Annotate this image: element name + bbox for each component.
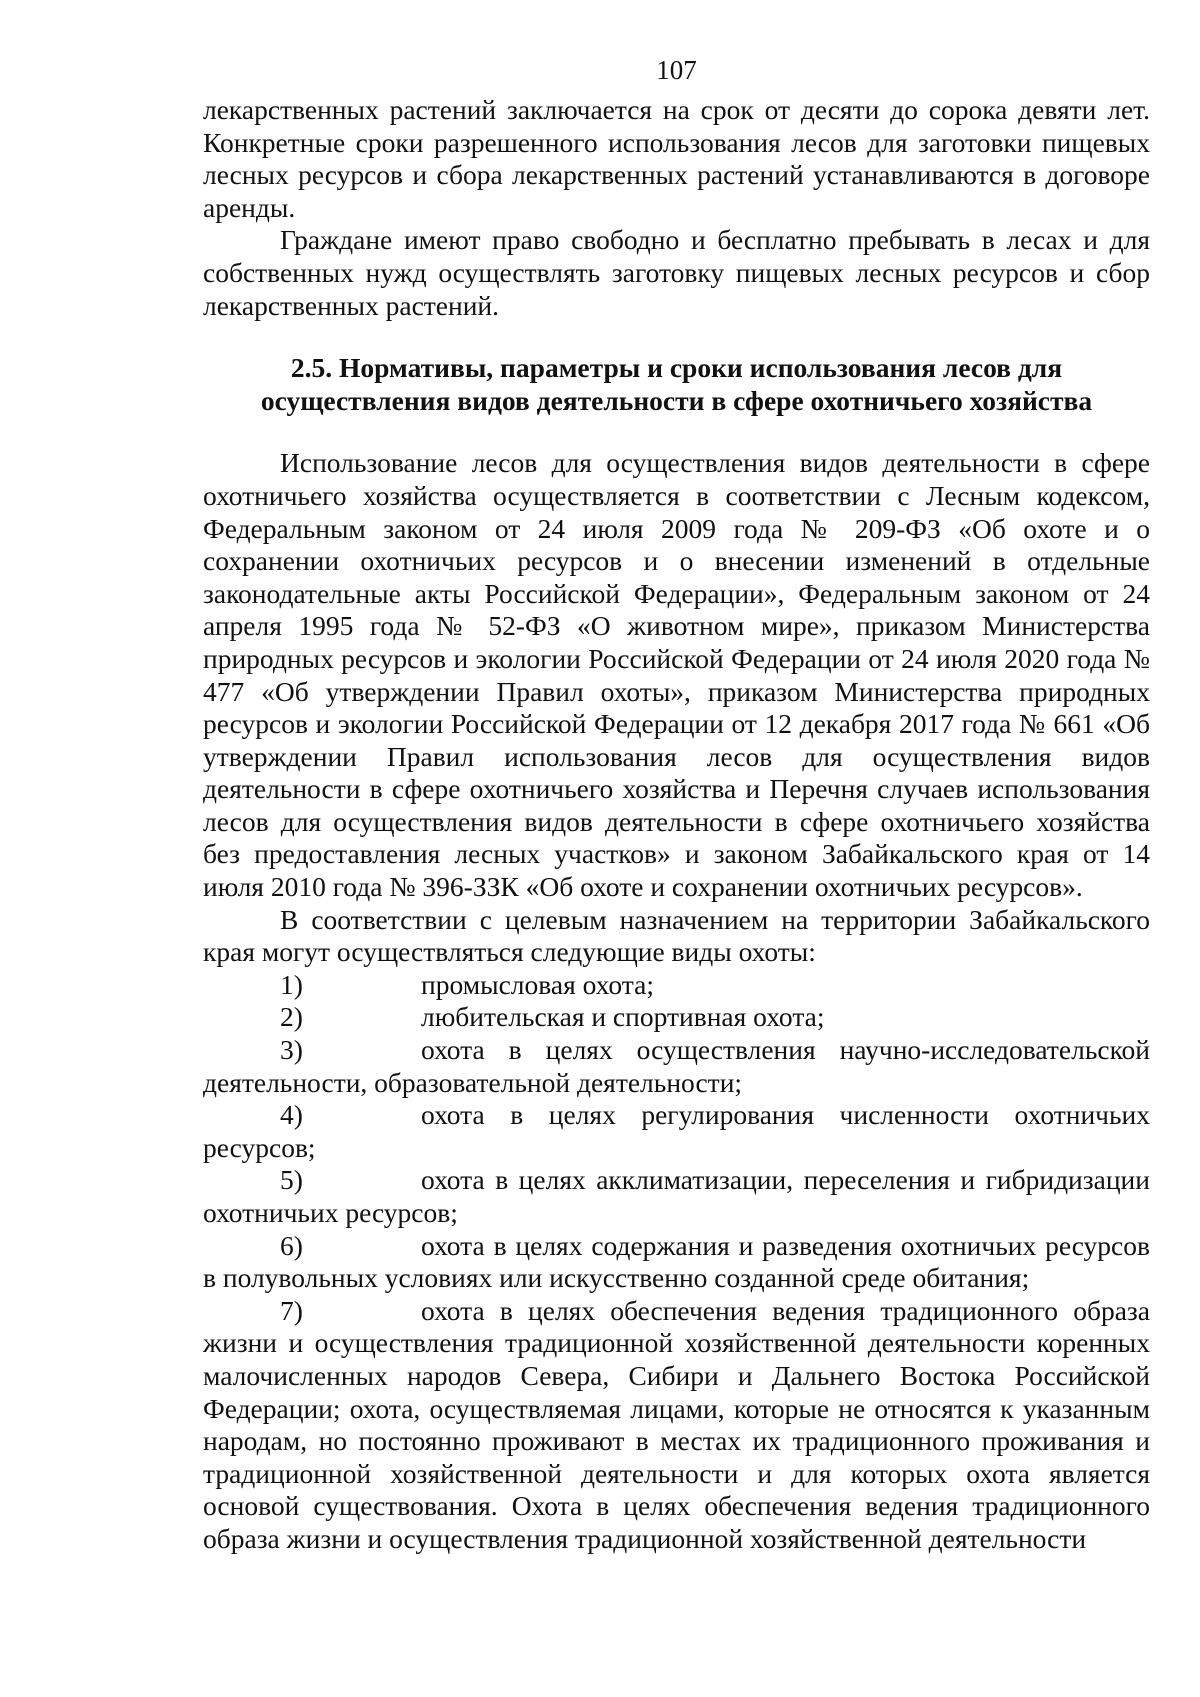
list-item-text: промысловая охота; [421, 968, 654, 1000]
list-item-text: охота в целях обеспечения ведения традиционного образа жизни и осуществления традиционной хозяйственной деятельности коренных малочисленных народов Севера, Сибири и Дальнего Востока Российской Федерации; охота, осуществляемая лицами, которые не относятся к указанным народам, но постоянно проживают в местах их традиционного проживания и традиционной хозяйственной деятельности и для которых охота является основой существования. Охота в целях обеспечения ведения традиционного образа жизни и осуществления традиционной хозяйственной деятельности [203, 1294, 1150, 1554]
paragraph-hunting-types: В соответствии с целевым назначением на территории Забайкальского края могут осуществляться следующие виды охоты: [203, 903, 1150, 968]
list-item-text: охота в целях содержания и разведения охотничьих ресурсов в полувольных условиях или искусственно созданной среде обитания; [203, 1229, 1150, 1294]
paragraph-legal-basis: Использование лесов для осуществления видов деятельности в сфере охотничьего хозяйства осуществляется в соответствии с Лесным кодексом, Федеральным законом от 24 июля 2009 года № 209-ФЗ «Об охоте и о сохранении охотничьих ресурсов и о внесении изменений в отдельные законодательные акты Российской Федерации», Федеральным законом от 24 апреля 1995 года № 52-ФЗ «О животном мире», приказом Министерства природных ресурсов и экологии Российской Федерации от 24 июля 2020 года № 477 «Об утверждении Правил охоты», приказом Министерства природных ресурсов и экологии Российской Федерации от 12 декабря 2017 года № 661 «Об утверждении Правил использования лесов для осуществления видов деятельности в сфере охотничьего хозяйства и Перечня случаев использования лесов для осуществления видов деятельности в сфере охотничьего хозяйства без предоставления лесных участков» и законом Забайкальского края от 14 июля 2010 года № 396-ЗЗК «Об охоте и сохранении охотничьих ресурсов». [203, 447, 1150, 903]
section-heading-line-2: осуществления видов деятельности в сфере охотничьего хозяйства [260, 384, 1093, 416]
list-item [203, 1001, 1150, 1034]
list-item-number: 6) [280, 1229, 303, 1261]
list-item [203, 1230, 1150, 1295]
section-heading [203, 352, 1150, 417]
paragraph-intro-2: Граждане имеют право свободно и бесплатно пребывать в лесах и для собственных нужд осуществлять заготовку пищевых лесных ресурсов и сбор лекарственных растений. [203, 224, 1150, 321]
list-item [203, 1295, 1150, 1556]
list-item-text: охота в целях акклиматизации, переселения и гибридизации охотничьих ресурсов; [203, 1164, 1150, 1228]
page-number: 107 [656, 55, 697, 85]
list-item-text: охота в целях регулирования численности охотничьих ресурсов; [203, 1099, 1150, 1163]
list-item-number: 2) [280, 1001, 303, 1033]
list-item-number: 5) [280, 1164, 303, 1196]
list-item-number: 7) [280, 1294, 303, 1326]
list-item-number: 3) [280, 1034, 303, 1066]
list-item [203, 1099, 1150, 1164]
paragraph-intro-1: лекарственных растений заключается на срок от десяти до сорока девяти лет. Конкретные сроки разрешенного использования лесов для заготовки пищевых лесных ресурсов и сбора лекарственных растений устанавливаются в договоре аренды. [203, 94, 1150, 223]
list-item [203, 969, 1150, 1002]
section-heading-line-1: 2.5. Нормативы, параметры и сроки использования лесов для [290, 352, 1063, 384]
list-item [203, 1164, 1150, 1229]
document-page [203, 54, 1150, 1556]
list-item-number: 1) [280, 968, 303, 1000]
list-item-text: охота в целях осуществления научно-исследовательской деятельности, образовательной деятельности; [203, 1034, 1150, 1098]
list-item-text: любительская и спортивная охота; [421, 1001, 825, 1033]
list-item [203, 1034, 1150, 1099]
list-item-number: 4) [280, 1099, 303, 1131]
